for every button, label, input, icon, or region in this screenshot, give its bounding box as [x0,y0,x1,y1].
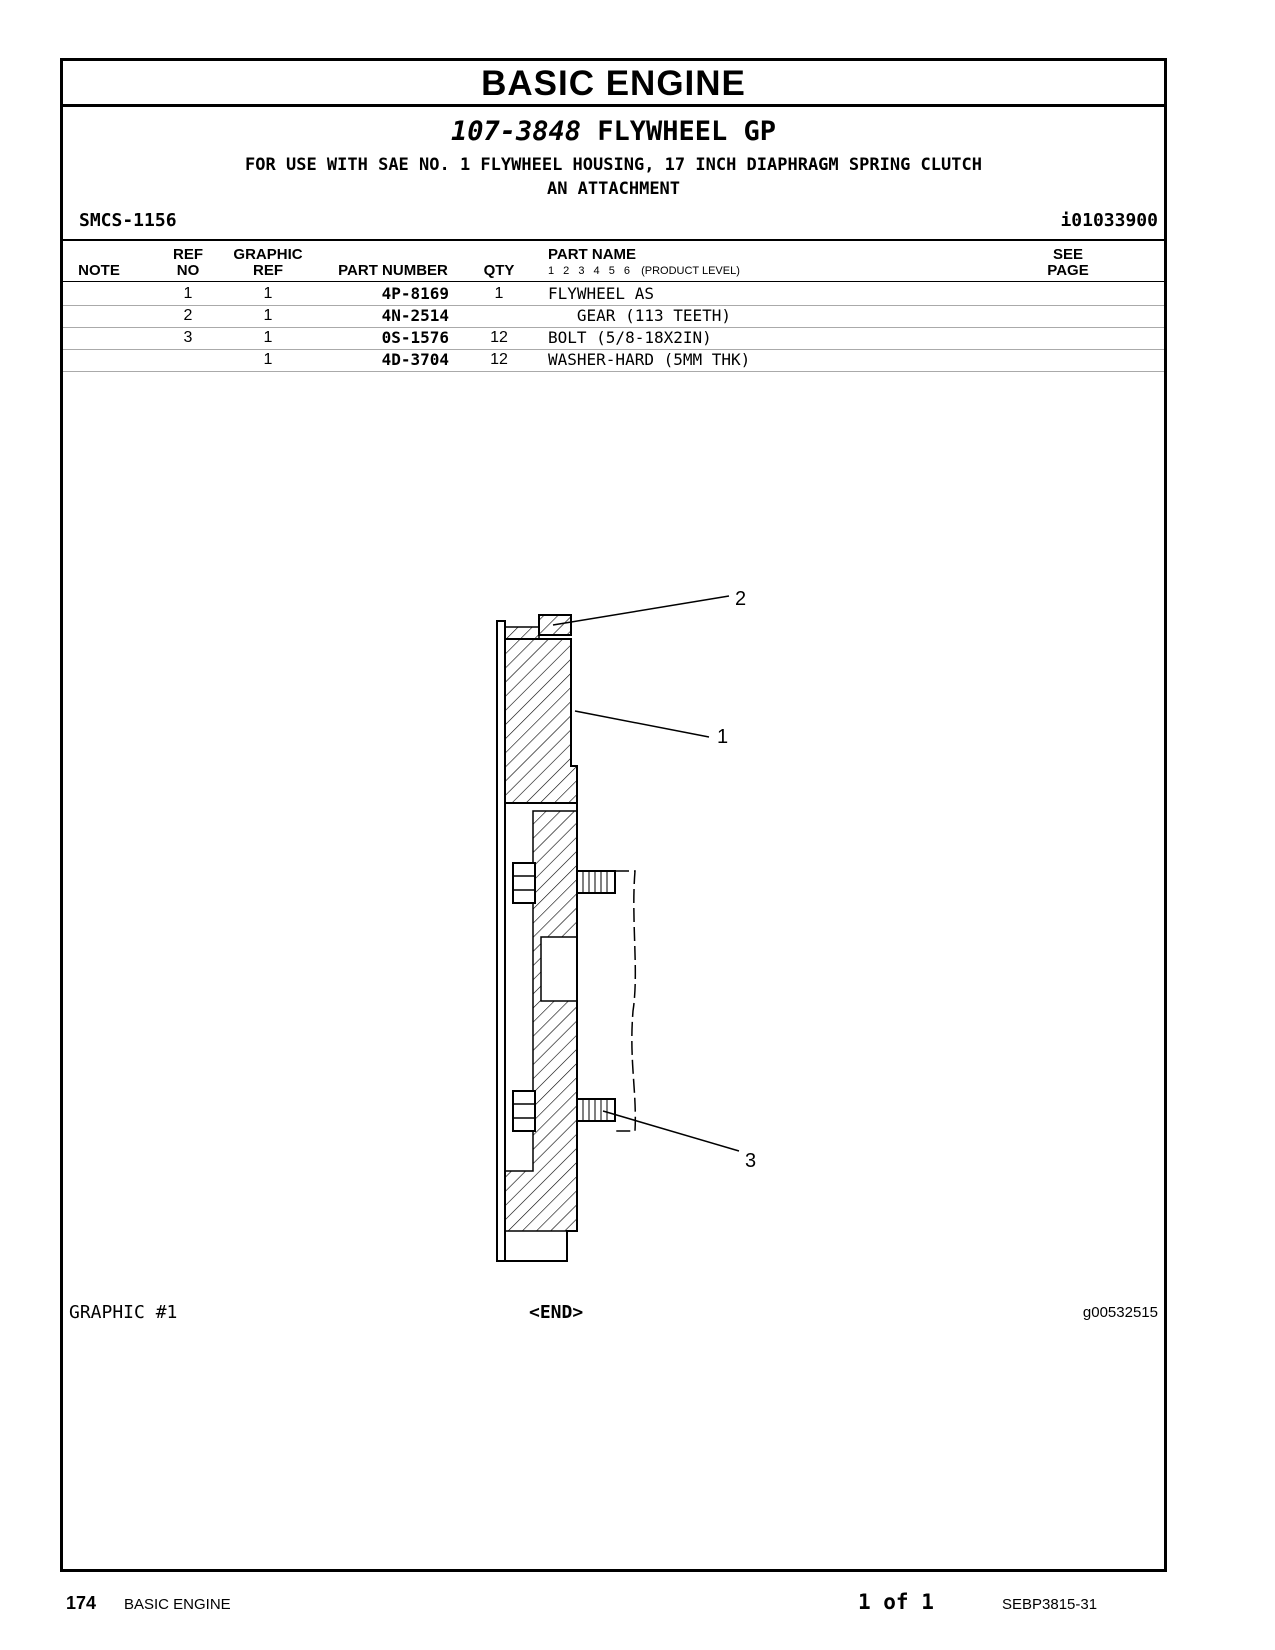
graphic-ref: 1 [263,285,273,302]
col-part-number: PART NUMBER [338,262,448,279]
callout-3: 3 [745,1150,757,1172]
qty: 1 [494,285,504,302]
header-top-rule [63,239,1164,241]
page-frame [60,58,1167,1572]
usage-note [63,153,1164,201]
part-number: 4D-3704 [381,350,449,369]
illustration-id: i01033900 [1060,210,1158,231]
qty: 12 [490,329,508,346]
graphic-ref: 1 [263,351,273,368]
group-number: 107-3848 [450,116,581,147]
col-see-page: SEE PAGE [1047,246,1089,279]
section-title: BASIC ENGINE [63,61,1164,107]
ref-no: 3 [183,329,193,346]
flywheel-section-drawing [483,591,783,1271]
part-number: 0S-1576 [381,328,449,347]
ref-no: 1 [183,285,193,302]
lower-bolt-head [513,1091,535,1131]
part-number: 4N-2514 [381,306,449,325]
part-number: 4P-8169 [381,284,449,303]
col-note: NOTE [78,262,120,279]
table-row [63,349,1164,372]
part-name: BOLT (5/8-18X2IN) [548,328,712,347]
table-row [63,305,1164,328]
col-ref-no: REF NO [173,246,203,279]
smcs-code: SMCS-1156 [79,210,177,231]
group-title [63,115,1164,149]
col-qty: QTY [483,262,515,279]
ref-no: 2 [183,307,193,324]
clutch-outline [615,871,635,1131]
leader-2 [553,596,729,625]
table-row [63,327,1164,350]
end-label: <END> [529,1302,584,1323]
part-name: WASHER-HARD (5MM THK) [548,350,751,369]
footer-page-number: 174 [66,1593,97,1613]
product-level-scale: 1 2 3 4 5 6 (PRODUCT LEVEL) [548,265,740,277]
upper-bolt-head [513,863,535,903]
footer-section: BASIC ENGINE [124,1596,231,1613]
graphic-number: g00532515 [1082,1304,1158,1321]
table-row [63,283,1164,306]
header-bottom-rule [63,281,1164,282]
leader-1 [575,711,709,737]
footer-page-count: 1 of 1 [858,1590,934,1614]
flywheel-body-upper [505,639,577,803]
part-name: GEAR (113 TEETH) [548,306,732,325]
gear-step [505,627,539,639]
qty: 12 [490,351,508,368]
graphic-ref: 1 [263,329,273,346]
footer-document-number: SEBP3815-31 [1002,1596,1098,1613]
flywheel-face [497,621,505,1261]
col-graphic-ref: GRAPHIC REF [233,246,303,279]
col-part-name: PART NAME [548,246,637,263]
graphic-label: GRAPHIC #1 [69,1302,178,1323]
usage-line-2: AN ATTACHMENT [546,179,681,199]
callout-2: 2 [735,591,747,610]
graphic-ref: 1 [263,307,273,324]
group-name: FLYWHEEL GP [597,116,777,147]
callout-1: 1 [717,726,729,748]
part-name: FLYWHEEL AS [548,284,654,303]
usage-line-1: FOR USE WITH SAE NO. 1 FLYWHEEL HOUSING, 17 INCH DIAPHRAGM SPRING CLUTCH [245,155,982,175]
